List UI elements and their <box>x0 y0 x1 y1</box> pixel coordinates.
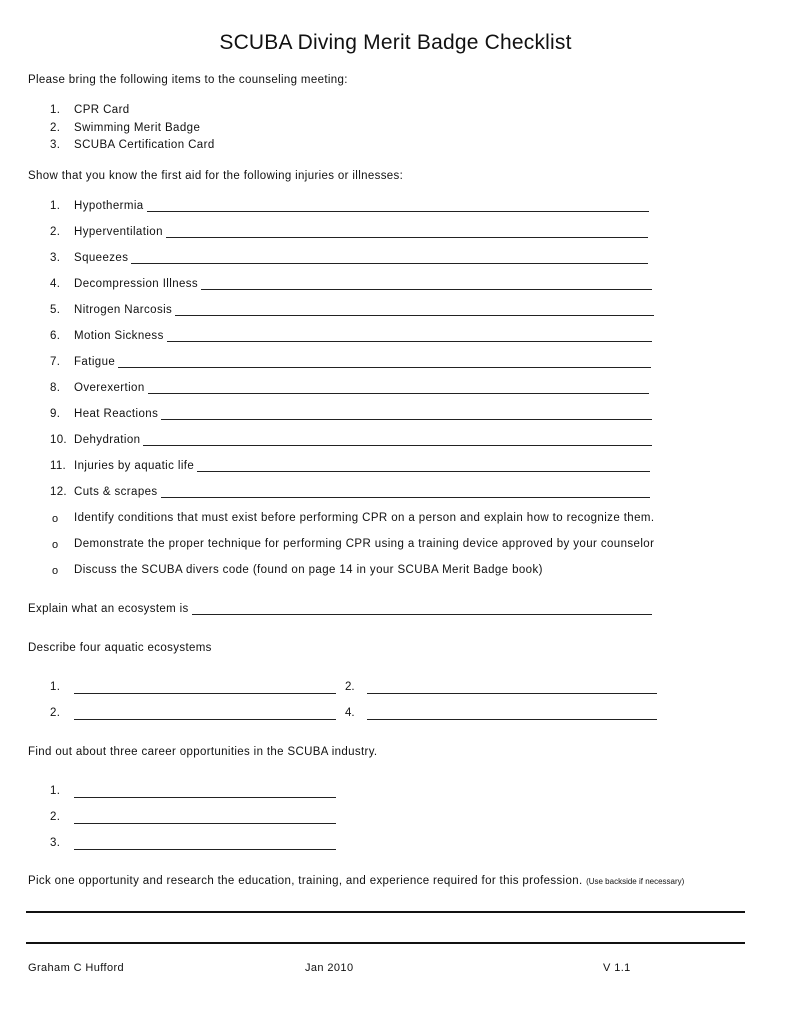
answer-line[interactable] <box>175 304 654 316</box>
first-aid-number: 3. <box>50 252 61 264</box>
page-title: SCUBA Diving Merit Badge Checklist <box>219 31 572 54</box>
answer-line[interactable] <box>367 692 657 694</box>
answer-line[interactable] <box>166 226 648 238</box>
ecosystem-row <box>28 601 652 615</box>
first-aid-label: Decompression Illness <box>74 278 199 290</box>
career-number: 1. <box>50 785 61 797</box>
footer-version: V 1.1 <box>603 962 631 974</box>
first-aid-label: Motion Sickness <box>74 330 164 342</box>
bring-item-scuba-card: SCUBA Certification Card <box>74 139 215 151</box>
aquatic-number: 2. <box>345 681 355 693</box>
answer-line[interactable] <box>74 796 336 798</box>
bring-item-cpr-card: CPR Card <box>74 104 130 116</box>
answer-line[interactable] <box>74 848 336 850</box>
first-aid-row-fatigue <box>74 354 651 368</box>
first-aid-number: 6. <box>50 330 61 342</box>
answer-line[interactable] <box>161 408 652 420</box>
first-aid-label: Hypothermia <box>74 200 144 212</box>
first-aid-label: Heat Reactions <box>74 408 159 420</box>
footer-author: Graham C Hufford <box>28 962 125 974</box>
first-aid-number: 5. <box>50 304 61 316</box>
research-intro <box>28 875 684 887</box>
aquatic-number: 2. <box>50 707 61 719</box>
answer-line[interactable] <box>118 356 651 368</box>
first-aid-row-overexertion <box>74 380 649 394</box>
bring-item-number: 1. <box>50 104 61 116</box>
answer-line[interactable] <box>143 434 652 446</box>
first-aid-row-heat-reactions <box>74 406 652 420</box>
first-aid-label: Nitrogen Narcosis <box>74 304 173 316</box>
first-aid-label: Injuries by aquatic life <box>74 460 195 472</box>
first-aid-label: Squeezes <box>74 252 129 264</box>
answer-line[interactable] <box>201 278 652 290</box>
ecosystem-prompt: Explain what an ecosystem is <box>28 603 189 615</box>
answer-line[interactable] <box>161 486 650 498</box>
first-aid-row-nitrogen-narcosis <box>74 302 654 316</box>
first-aid-number: 1. <box>50 200 61 212</box>
bullet-icon: o <box>52 565 59 577</box>
first-aid-row-hyperventilation <box>74 224 648 238</box>
first-aid-row-cuts-scrapes <box>74 484 650 498</box>
answer-line[interactable] <box>197 460 650 472</box>
research-intro-text: Pick one opportunity and research the education, training, and experience required for this profession. <box>28 875 583 887</box>
answer-line[interactable] <box>131 252 648 264</box>
first-aid-row-hypothermia <box>74 198 649 212</box>
cpr-technique-text: Demonstrate the proper technique for performing CPR using a training device approved by your counselor <box>74 538 655 550</box>
first-aid-row-decompression <box>74 276 652 290</box>
answer-line[interactable] <box>26 911 745 913</box>
first-aid-label: Fatigue <box>74 356 116 368</box>
first-aid-number: 11. <box>50 460 67 472</box>
career-number: 3. <box>50 837 61 849</box>
answer-line[interactable] <box>192 603 652 615</box>
answer-line[interactable] <box>74 718 336 720</box>
first-aid-number: 9. <box>50 408 61 420</box>
footer-date: Jan 2010 <box>305 962 354 974</box>
career-number: 2. <box>50 811 61 823</box>
divers-code-text: Discuss the SCUBA divers code (found on page 14 in your SCUBA Merit Badge book) <box>74 564 543 576</box>
first-aid-row-motion-sickness <box>74 328 652 342</box>
first-aid-number: 12. <box>50 486 67 498</box>
aquatic-intro: Describe four aquatic ecosystems <box>28 642 212 654</box>
first-aid-label: Cuts & scrapes <box>74 486 158 498</box>
first-aid-label: Dehydration <box>74 434 141 446</box>
first-aid-label: Hyperventilation <box>74 226 163 238</box>
bring-item-number: 3. <box>50 139 61 151</box>
answer-line[interactable] <box>148 382 649 394</box>
first-aid-row-squeezes <box>74 250 648 264</box>
careers-intro: Find out about three career opportunities in the SCUBA industry. <box>28 746 378 758</box>
research-note: (Use backside if necessary) <box>586 877 685 886</box>
bullet-icon: o <box>52 539 59 551</box>
aquatic-number: 1. <box>50 681 61 693</box>
first-aid-row-aquatic-life <box>74 458 650 472</box>
bullet-icon: o <box>52 513 59 525</box>
bring-item-swimming-badge: Swimming Merit Badge <box>74 122 201 134</box>
answer-line[interactable] <box>74 822 336 824</box>
aquatic-number: 4. <box>345 707 355 719</box>
answer-line[interactable] <box>367 718 657 720</box>
first-aid-intro: Show that you know the first aid for the following injuries or illnesses: <box>28 170 404 182</box>
first-aid-number: 10. <box>50 434 67 446</box>
bring-item-number: 2. <box>50 122 61 134</box>
cpr-conditions-text: Identify conditions that must exist before performing CPR on a person and explain how to recognize them. <box>74 512 655 524</box>
answer-line[interactable] <box>74 692 336 694</box>
first-aid-number: 4. <box>50 278 61 290</box>
first-aid-row-dehydration <box>74 432 652 446</box>
first-aid-number: 2. <box>50 226 61 238</box>
answer-line[interactable] <box>167 330 652 342</box>
first-aid-label: Overexertion <box>74 382 145 394</box>
bring-intro: Please bring the following items to the counseling meeting: <box>28 74 348 86</box>
first-aid-number: 7. <box>50 356 61 368</box>
answer-line[interactable] <box>26 942 745 944</box>
answer-line[interactable] <box>147 200 649 212</box>
first-aid-number: 8. <box>50 382 61 394</box>
